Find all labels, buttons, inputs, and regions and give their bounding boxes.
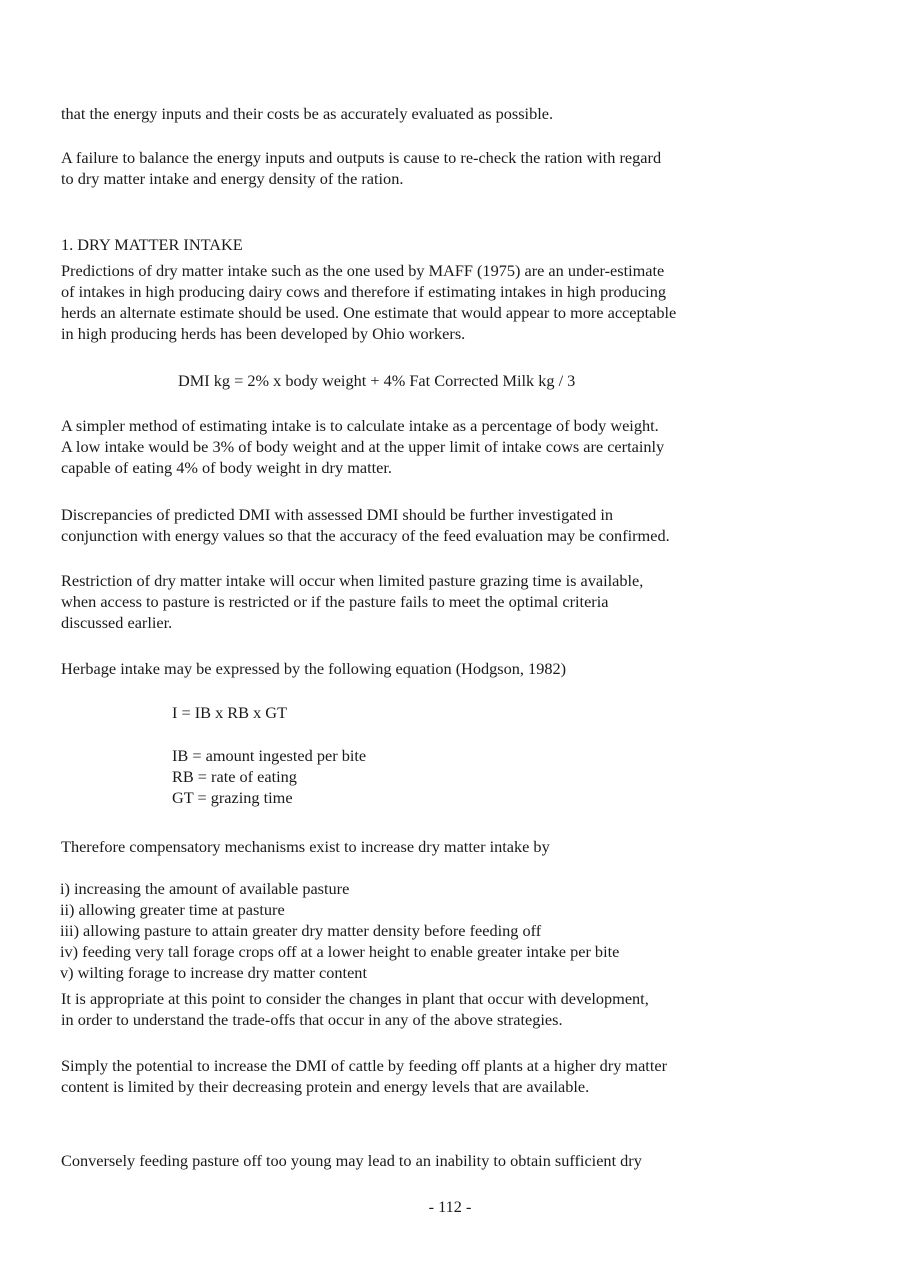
text-line: content is limited by their decreasing protein and energy levels that are available.	[61, 1077, 590, 1096]
text-line: A failure to balance the energy inputs and outputs is cause to re-check the ration with regard	[61, 148, 662, 167]
equation-definitions	[172, 745, 366, 808]
paragraph-conversely	[61, 1150, 785, 1171]
paragraph-simpler-method	[61, 415, 785, 478]
mechanism-list	[60, 878, 619, 983]
text-line: capable of eating 4% of body weight in dry matter.	[61, 458, 392, 477]
text-line: herds an alternate estimate should be used. One estimate that would appear to more acceptable	[61, 303, 677, 322]
text-line: in high producing herds has been developed by Ohio workers.	[61, 324, 466, 343]
paragraph-compensatory: Therefore compensatory mechanisms exist to increase dry matter intake by	[61, 837, 550, 856]
section-heading: 1. DRY MATTER INTAKE	[61, 235, 243, 254]
text-line: Discrepancies of predicted DMI with assessed DMI should be further investigated in	[61, 505, 614, 524]
text-line: discussed earlier.	[61, 613, 173, 632]
list-item: v) wilting forage to increase dry matter content	[60, 963, 367, 982]
text-line: A low intake would be 3% of body weight and at the upper limit of intake cows are certainly	[61, 437, 665, 456]
text-line: It is appropriate at this point to consider the changes in plant that occur with development,	[61, 989, 649, 1008]
paragraph-dmi-predictions	[61, 260, 785, 344]
dmi-equation: DMI kg = 2% x body weight + 4% Fat Corrected Milk kg / 3	[178, 371, 576, 390]
text-line: Predictions of dry matter intake such as the one used by MAFF (1975) are an under-estimate	[61, 261, 665, 280]
list-item: i) increasing the amount of available pasture	[60, 879, 350, 898]
text-line: Simply the potential to increase the DMI of cattle by feeding off plants at a higher dry matter	[61, 1056, 667, 1075]
definition-rb: RB = rate of eating	[172, 767, 297, 786]
text-line: Conversely feeding pasture off too young may lead to an inability to obtain sufficient dry	[61, 1151, 642, 1170]
list-item: ii) allowing greater time at pasture	[60, 900, 285, 919]
paragraph-discrepancies	[61, 504, 785, 546]
paragraph-herbage-intake: Herbage intake may be expressed by the following equation (Hodgson, 1982)	[61, 659, 567, 678]
intake-equation: I = IB x RB x GT	[172, 703, 288, 722]
text-line: Restriction of dry matter intake will occur when limited pasture grazing time is available,	[61, 571, 644, 590]
list-item: iii) allowing pasture to attain greater dry matter density before feeding off	[60, 921, 542, 940]
definition-gt: GT = grazing time	[172, 788, 293, 807]
paragraph-dmi-potential	[61, 1055, 785, 1097]
text-line: A simpler method of estimating intake is to calculate intake as a percentage of body weight.	[61, 416, 659, 435]
text-line: of intakes in high producing dairy cows and therefore if estimating intakes in high producing	[61, 282, 666, 301]
text-line: when access to pasture is restricted or if the pasture fails to meet the optimal criteria	[61, 592, 609, 611]
list-item: iv) feeding very tall forage crops off at a lower height to enable greater intake per bite	[60, 942, 620, 961]
paragraph-energy-inputs: that the energy inputs and their costs be as accurately evaluated as possible.	[61, 104, 554, 123]
paragraph-plant-changes	[61, 988, 785, 1030]
text-line: to dry matter intake and energy density of the ration.	[61, 169, 404, 188]
page-number: - 112 -	[428, 1197, 472, 1216]
text-line: in order to understand the trade-offs that occur in any of the above strategies.	[61, 1010, 563, 1029]
definition-ib: IB = amount ingested per bite	[172, 746, 367, 765]
paragraph-restriction	[61, 570, 785, 633]
text-line: conjunction with energy values so that the accuracy of the feed evaluation may be confirmed.	[61, 526, 670, 545]
paragraph-energy-balance	[61, 147, 785, 189]
